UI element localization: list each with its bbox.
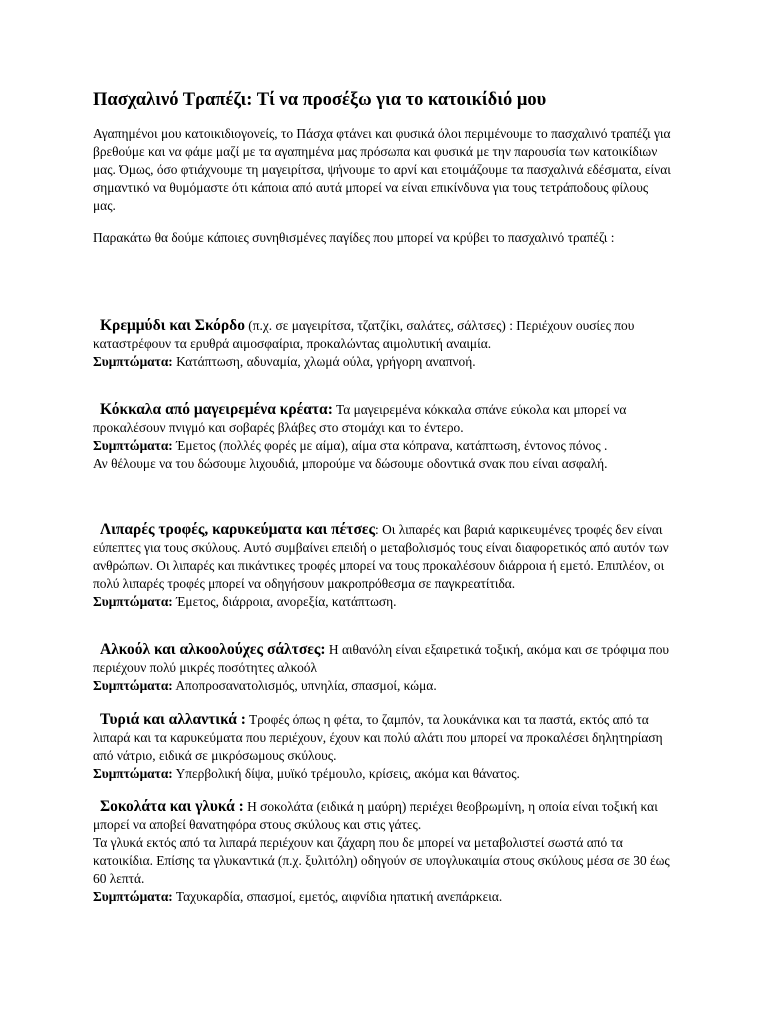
symptoms-label: Συμπτώματα: [93, 889, 173, 904]
symptoms-line [93, 437, 673, 455]
section-body [93, 711, 673, 765]
section-heading: Κόκκαλα από μαγειρεμένα κρέατα: [100, 401, 333, 418]
section-chocolate-sweets [93, 798, 673, 906]
section-onion-garlic [93, 317, 673, 371]
symptoms-label: Συμπτώματα: [93, 354, 173, 369]
section-heading: Λιπαρές τροφές, καρυκεύματα και πέτσες [100, 521, 376, 538]
section-text: : Οι λιπαρές και βαριά καρικευμένες τροφές δεν είναι εύπεπτες για τους σκύλους. Αυτό συμβαίνει επειδή ο μεταβολισμός τους είναι διαφορετικός από αυτόν των ανθρώπων. Οι λιπαρές και πικάντικες τροφές μπορεί να τους προκαλέσουν διάρροια ή εμετό. Επιπλέον, οι πολύ λιπαρές τροφές μπορεί να οδηγήσουν μακροπρόθεσμα σε παγκρεατίτιδα. [93, 522, 669, 591]
symptoms-text: Υπερβολική δίψα, μυϊκό τρέμουλο, κρίσεις, ακόμα και θάνατος. [172, 766, 520, 781]
intro-paragraph: Αγαπημένοι μου κατοικιδιογονείς, το Πάσχα φτάνει και φυσικά όλοι περιμένουμε το πασχαλινό τραπέζι για βρεθούμε και να φάμε μαζί με τα αγαπημένα μας πρόσωπα και φυσικά με την παρουσία των κατοικίδιων μας. Όμως, όσο φτιάχνουμε τη μαγειρίτσα, ψήνουμε το αρνί και ετοιμάζουμε τα πασχαλινά εδέσματα, είναι σημαντικό να θυμόμαστε ότι κάποια από αυτά μπορεί να είναι επικίνδυνα για τους τετράποδους φίλους μας. [93, 126, 671, 213]
symptoms-line [93, 888, 673, 906]
section-note: Τα γλυκά εκτός από τα λιπαρά περιέχουν και ζάχαρη που δε μπορεί να μεταβολιστεί σωστά από τα κατοικίδια. Επίσης τα γλυκαντικά (π.χ. ξυλιτόλη) οδηγούν σε υπογλυκαιμία στους σκύλους μέσα σε 30 έως 60 λεπτά. [93, 835, 670, 886]
section-text: Η αιθανόλη είναι εξαιρετικά τοξική, ακόμα και σε τρόφιμα που περιέχουν πολύ μικρές ποσότητες αλκοόλ [93, 642, 670, 675]
document-title: Πασχαλινό Τραπέζι: Τί να προσέξω για το κατοικίδιό μου [93, 90, 547, 110]
symptoms-text: Ταχυκαρδία, σπασμοί, εμετός, αιφνίδια ηπατική ανεπάρκεια. [172, 889, 503, 904]
symptoms-label: Συμπτώματα: [93, 438, 173, 453]
symptoms-text: Κατάπτωση, αδυναμία, χλωμά ούλα, γρήγορη αναπνοή. [172, 354, 476, 369]
section-heading: Τυριά και αλλαντικά : [100, 711, 246, 728]
section-text: (π.χ. σε μαγειρίτσα, τζατζίκι, σαλάτες, σάλτσες) : Περιέχουν ουσίες που καταστρέφουν τα ερυθρά αιμοσφαίρια, προκαλώντας αιμολυτική αναιμία. [93, 318, 635, 351]
symptoms-text: Έμετος (πολλές φορές με αίμα), αίμα στα κόπρανα, κατάπτωση, έντονος πόνος . [172, 438, 608, 453]
symptoms-label: Συμπτώματα: [93, 594, 173, 609]
section-body [93, 401, 673, 437]
section-bones [93, 401, 673, 473]
section-text: Τροφές όπως η φέτα, το ζαμπόν, τα λουκάνικα και τα παστά, εκτός από τα λιπαρά και τα καρυκεύματα που περιέχουν, έχουν και πολύ αλάτι που μπορεί να προκαλέσει δηλητηρίαση από νάτριο, ειδικά σε μικρόσωμους σκύλους. [93, 712, 663, 763]
section-text: Τα μαγειρεμένα κόκκαλα σπάνε εύκολα και μπορεί να προκαλέσουν πνιγμό και σοβαρές βλάβες στο στομάχι και το έντερο. [93, 402, 627, 435]
section-body [93, 641, 673, 677]
section-body [93, 317, 673, 353]
section-fatty-foods [93, 521, 673, 611]
section-note: Αν θέλουμε να του δώσουμε λιχουδιά, μπορούμε να δώσουμε οδοντικά σνακ που είναι ασφαλή. [93, 456, 608, 471]
section-heading: Κρεμμύδι και Σκόρδο [100, 317, 245, 334]
section-body [93, 798, 673, 834]
symptoms-text: Έμετος, διάρροια, ανορεξία, κατάπτωση. [172, 594, 397, 609]
symptoms-line [93, 677, 673, 695]
symptoms-line [93, 765, 673, 783]
symptoms-label: Συμπτώματα: [93, 678, 173, 693]
symptoms-text: Αποπροσανατολισμός, υπνηλία, σπασμοί, κώμα. [172, 678, 437, 693]
section-heading: Σοκολάτα και γλυκά : [100, 798, 244, 815]
symptoms-line [93, 353, 673, 371]
section-alcohol [93, 641, 673, 695]
section-heading: Αλκοόλ και αλκοολούχες σάλτσες: [100, 641, 326, 658]
section-cheese-cured-meats [93, 711, 673, 783]
section-text: Η σοκολάτα (ειδικά η μαύρη) περιέχει θεοβρωμίνη, η οποία είναι τοξική και μπορεί να αποβεί θανατηφόρα στους σκύλους και στις γάτες. [93, 799, 658, 832]
symptoms-line [93, 593, 673, 611]
intro-paragraph-2: Παρακάτω θα δούμε κάποιες συνηθισμένες παγίδες που μπορεί να κρύβει το πασχαλινό τραπέζι : [93, 230, 615, 245]
section-body [93, 521, 673, 593]
symptoms-label: Συμπτώματα: [93, 766, 173, 781]
